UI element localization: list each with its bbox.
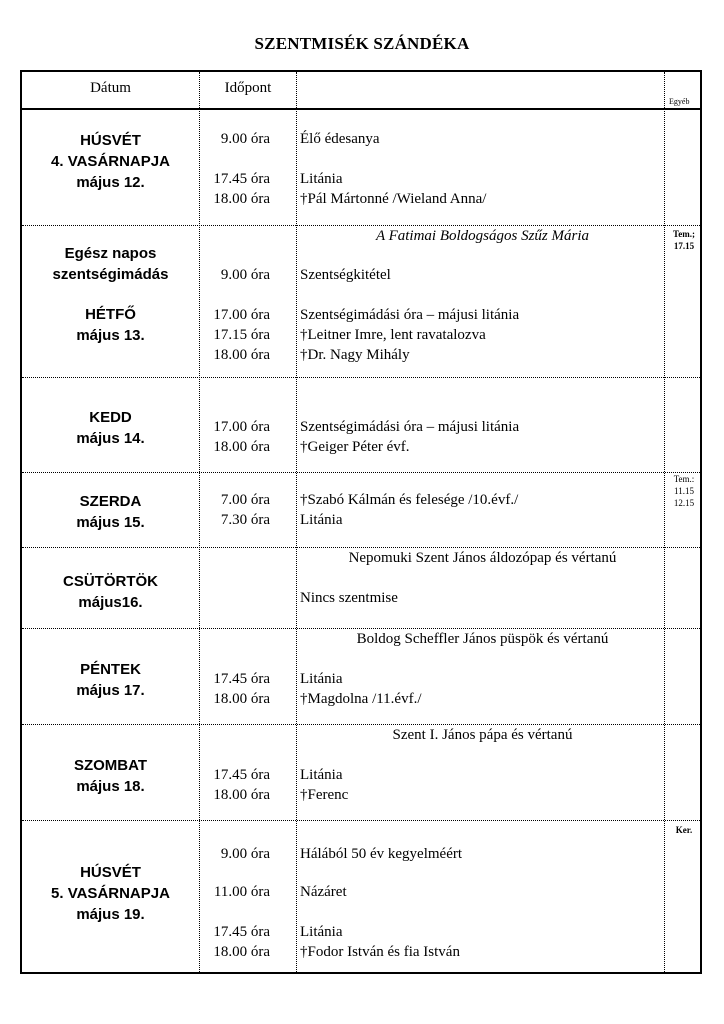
day-label: CSÜTÖRTÖK május16. [63,573,158,611]
feast-title: Nepomuki Szent János áldozópap és vértanú [348,550,617,566]
row-divider [22,628,700,629]
row-divider [22,377,700,378]
mass-time: 11.00 óra [213,884,270,900]
mass-intention: Szentségimádási óra – májusi litánia [300,419,520,435]
mass-time: 9.00 óra [220,131,270,147]
mass-time: 17.00 óra [213,307,270,323]
mass-time: 17.45 óra [213,924,270,940]
note: Tem.; 17.15 [673,229,695,251]
day-label: HÉTFŐ május 13. [76,306,145,344]
mass-time: 18.00 óra [213,191,270,207]
feast-title: Szent I. János pápa és vértanú [392,727,573,743]
mass-intention: Hálából 50 év kegyelméért [300,846,463,862]
mass-intention: Litánia [300,512,343,528]
mass-intention: †Geiger Péter évf. [300,439,410,455]
mass-time: 9.00 óra [220,846,270,862]
mass-intention: Szentségimádási óra – májusi litánia [300,307,520,323]
mass-intention: †Dr. Nagy Mihály [300,347,410,363]
mass-time: 17.45 óra [213,671,270,687]
day-label: HÚSVÉT 5. VASÁRNAPJA május 19. [51,864,170,923]
mass-intention: †Fodor István és fia István [300,944,460,960]
column-divider [199,72,200,972]
mass-time: 18.00 óra [213,787,270,803]
schedule-table [20,70,702,974]
mass-intention: Nincs szentmise [300,590,398,606]
mass-time: 18.00 óra [213,691,270,707]
mass-time: 18.00 óra [213,347,270,363]
note: Tem.: 11.15 12.15 [673,474,695,508]
mass-intention: †Leitner Imre, lent ravatalozva [300,327,486,343]
column-divider [296,72,297,972]
day-label: SZERDA május 15. [76,493,145,531]
header-divider [22,108,700,110]
mass-intention: †Ferenc [300,787,349,803]
feast-title: Boldog Scheffler János püspök és vértanú [356,631,609,647]
mass-time: 17.15 óra [213,327,270,343]
header-time: Időpont [224,80,272,96]
feast-title: A Fatimai Boldogságos Szűz Mária [375,228,590,244]
row-divider [22,547,700,548]
mass-intention: Litánia [300,671,343,687]
mass-intention: Litánia [300,171,343,187]
mass-intention: †Magdolna /11.évf./ [300,691,422,707]
mass-time: 9.00 óra [220,267,270,283]
mass-time: 18.00 óra [213,944,270,960]
header-other: Egyéb [669,97,690,106]
mass-intention: Litánia [300,767,343,783]
mass-intention: Litánia [300,924,343,940]
page-title: SZENTMISÉK SZÁNDÉKA [254,34,470,53]
mass-time: 17.45 óra [213,767,270,783]
mass-time: 17.00 óra [213,419,270,435]
day-label: SZOMBAT május 18. [73,757,148,795]
row-divider [22,724,700,725]
column-divider [664,72,665,972]
mass-time: 18.00 óra [213,439,270,455]
day-label: KEDD május 14. [76,409,145,447]
mass-intention: Szentségkitétel [300,267,391,283]
mass-intention: †Pál Mártonné /Wieland Anna/ [300,191,487,207]
row-divider [22,472,700,473]
row-divider [22,820,700,821]
mass-intention: †Szabó Kálmán és felesége /10.évf./ [300,492,519,508]
row-divider [22,225,700,226]
day-label: Egész napos szentségimádás [52,245,169,283]
note: Ker. [675,825,693,835]
mass-time: 7.30 óra [220,512,270,528]
day-label: HÚSVÉT 4. VASÁRNAPJA május 12. [51,132,170,191]
mass-time: 7.00 óra [220,492,270,508]
day-label: PÉNTEK május 17. [76,661,145,699]
mass-time: 17.45 óra [213,171,270,187]
mass-intention: Élő édesanya [300,131,380,147]
mass-intention: Názáret [300,884,347,900]
header-date: Dátum [90,80,131,96]
